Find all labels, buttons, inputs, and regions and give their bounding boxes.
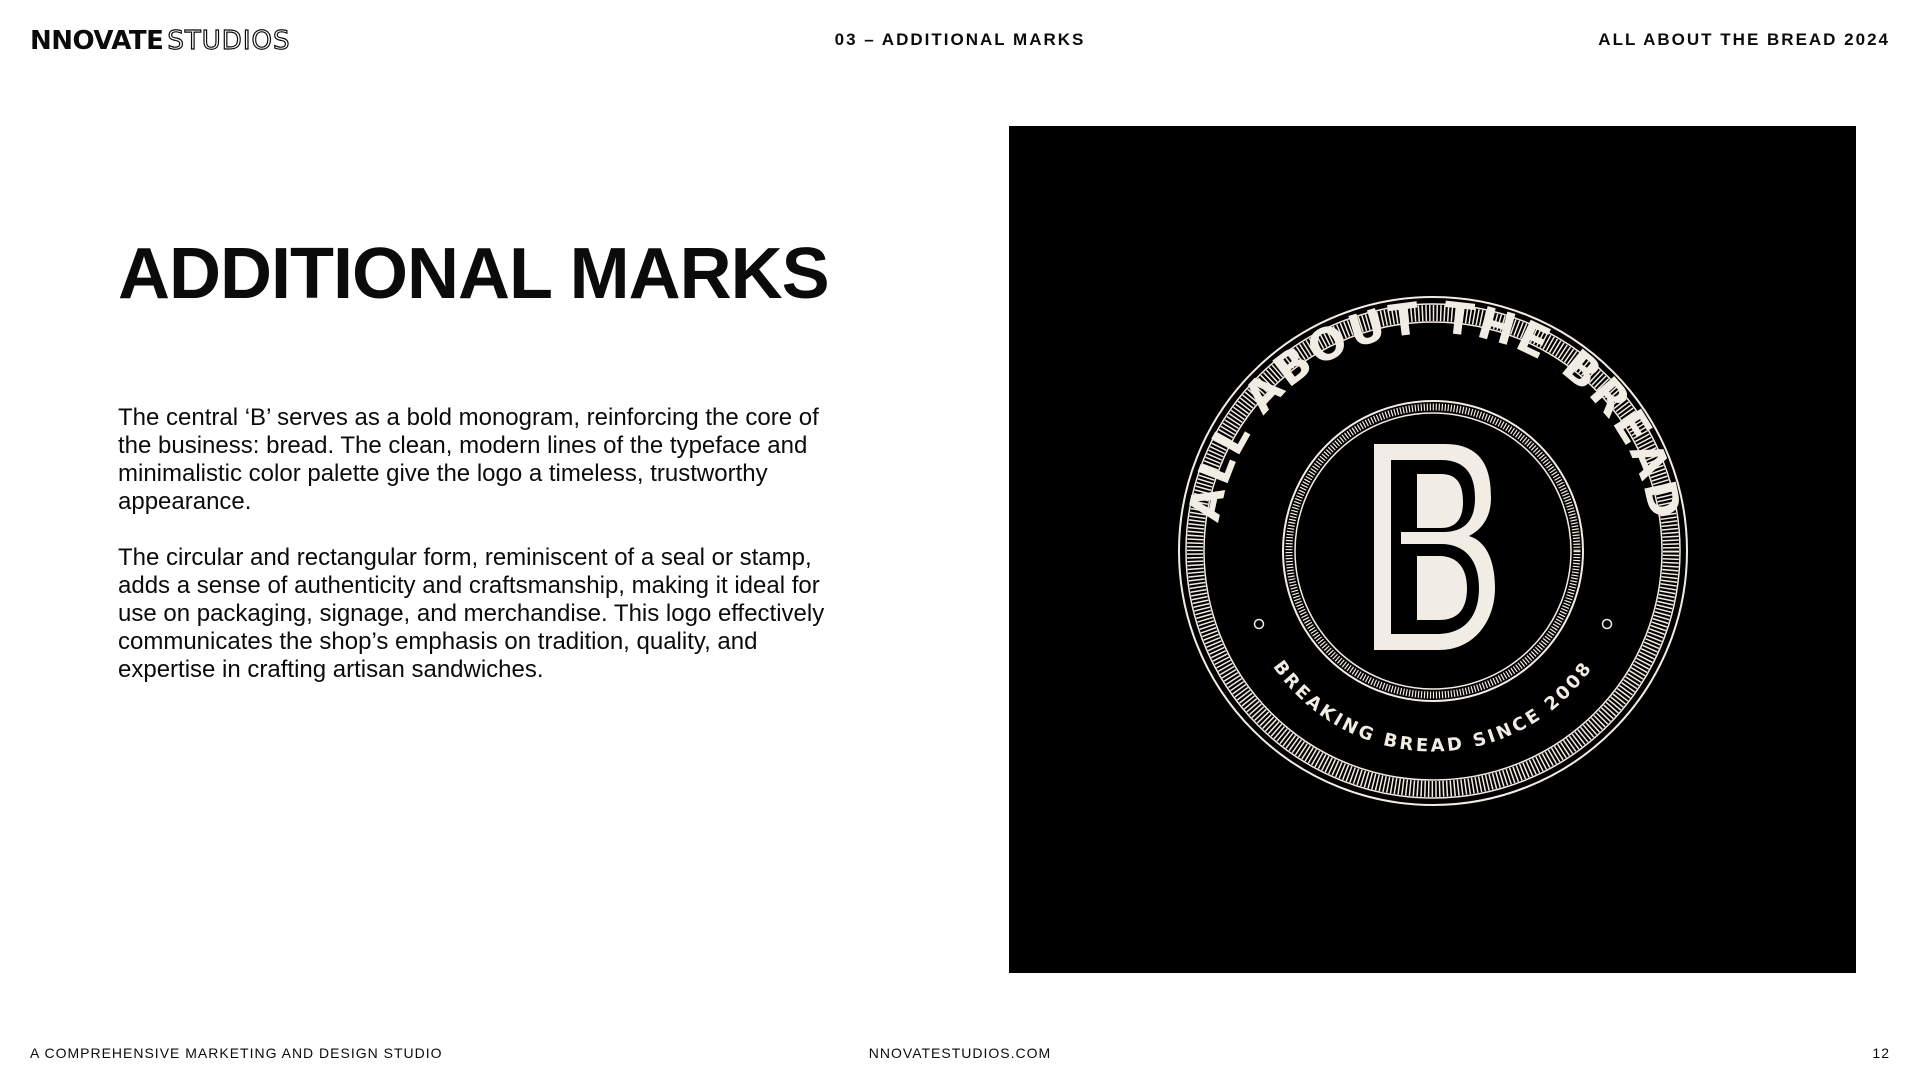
paragraph: The central ‘B’ serves as a bold monogram, reinforcing the core of the business: bread. The clean, modern lines of the typeface and minimalistic color palette give the logo a timeless, trustworthy appearance. <box>118 404 819 515</box>
seal-dot-right <box>1603 620 1612 629</box>
paragraph: The circular and rectangular form, reminiscent of a seal or stamp, adds a sense of authenticity and craftsmanship, making it ideal for use on packaging, signage, and merchandise. This logo effectively communicates the shop’s emphasis on tradition, quality, and expertise in crafting artisan sandwiches. <box>118 544 825 683</box>
studio-logo-outline: STUDIOS <box>167 26 291 56</box>
page-header <box>30 28 1890 54</box>
logo-panel <box>1009 126 1856 973</box>
footer-website: NNOVATESTUDIOS.COM <box>868 1045 1052 1061</box>
footer-tagline: A COMPREHENSIVE MARKETING AND DESIGN STUDIO <box>30 1045 443 1061</box>
page-title: ADDITIONAL MARKS <box>118 234 829 314</box>
monogram-b-icon <box>1374 444 1495 650</box>
seal-top-text: ALL ABOUT THE BREAD <box>1178 292 1692 526</box>
seal-dot-left <box>1255 620 1264 629</box>
seal-logo <box>1009 126 1856 973</box>
seal-bottom-text: BREAKING BREAD SINCE 2008 <box>1268 656 1598 757</box>
section-label: 03 – ADDITIONAL MARKS <box>834 30 1086 49</box>
studio-logo-bold: NNOVATE <box>30 26 164 56</box>
body-text <box>118 404 853 712</box>
client-label: ALL ABOUT THE BREAD 2024 <box>1598 30 1890 49</box>
page-number: 12 <box>1872 1045 1890 1061</box>
